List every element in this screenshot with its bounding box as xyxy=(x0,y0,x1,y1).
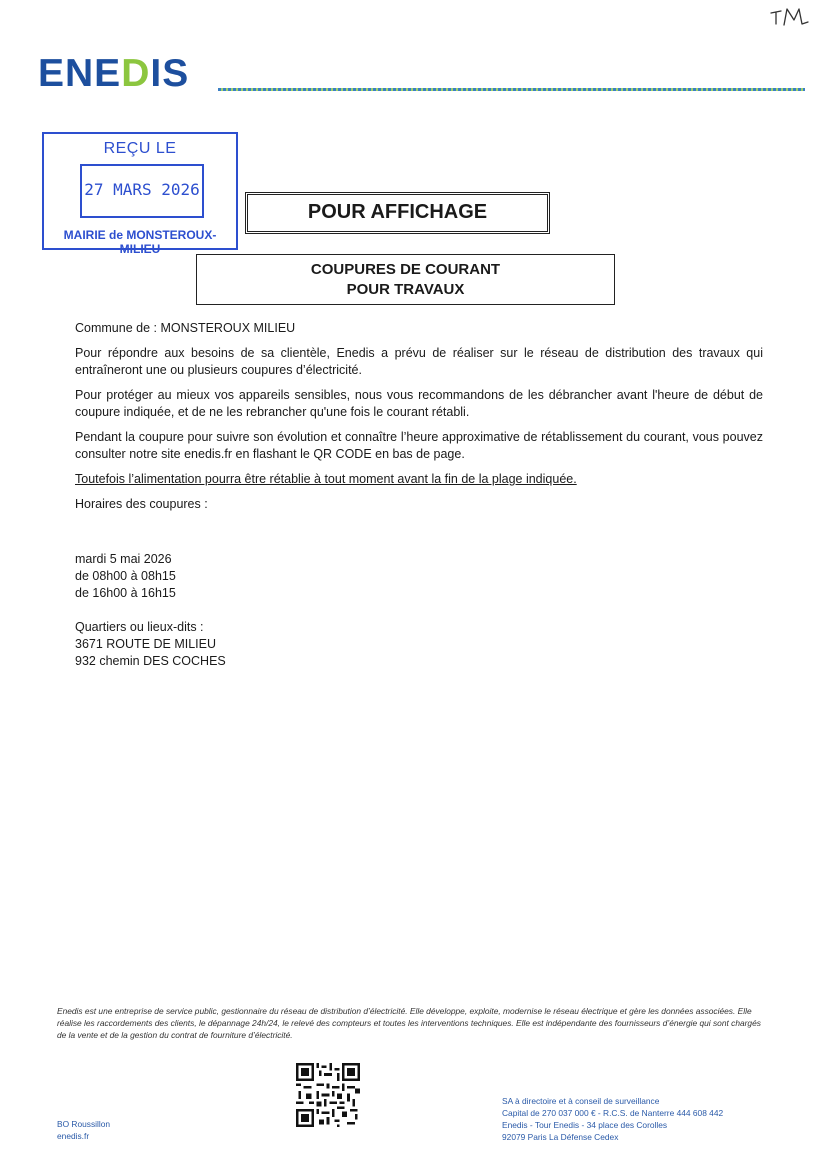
place-item: 932 chemin DES COCHES xyxy=(75,654,226,668)
commune-line: Commune de : MONSTEROUX MILIEU xyxy=(75,321,296,335)
places-label: Quartiers ou lieux-dits : xyxy=(75,620,204,634)
footer-left xyxy=(57,1118,110,1142)
stamp-title: REÇU LE xyxy=(103,140,177,157)
subtitle-line-1: COUPURES DE COURANT xyxy=(310,261,501,278)
footer-legal-line: 92079 Paris La Défense Cedex xyxy=(502,1132,619,1142)
footer-description: Enedis est une entreprise de service public, gestionnaire du réseau de distribution d’électricité. Elle développe, exploite, modernise le réseau électrique et gère les données associées. Elle réalise les raccordements des clients, le dépannage 24h/24, le relevé des compteurs et toutes les interventions techniques. Elle est indépendante des fournisseurs d’énergie qui sont chargés de la vente et de la gestion du contrat de fourniture d’électricité. xyxy=(57,1006,761,1040)
notice-body xyxy=(75,320,763,521)
schedule-slot: de 16h00 à 16h15 xyxy=(75,586,176,600)
restoration-notice: Toutefois l’alimentation pourra être rétablie à tout moment avant la fin de la plage indiquée. xyxy=(75,472,577,486)
place-item: 3671 ROUTE DE MILIEU xyxy=(75,637,217,651)
subtitle-line-2: POUR TRAVAUX xyxy=(346,281,465,298)
horaires-label: Horaires des coupures : xyxy=(75,497,208,511)
schedule-date: mardi 5 mai 2026 xyxy=(75,552,172,566)
footer-legal-line: Capital de 270 037 000 € - R.C.S. de Nanterre 444 608 442 xyxy=(502,1108,724,1118)
schedule-slot: de 08h00 à 08h15 xyxy=(75,569,176,583)
paragraph-tracking: Pendant la coupure pour suivre son évolution et connaître l’heure approximative de rétablissement du courant, vous pouvez consulter notre site enedis.fr en flashant le QR CODE en bas de page. xyxy=(75,430,763,461)
paragraph-advice: Pour protéger au mieux vos appareils sensibles, nous vous recommandons de les débrancher avant l'heure de début de coupure indiquée, et de ne les rebrancher qu'une fois le courant rétabli. xyxy=(75,388,763,419)
affichage-box xyxy=(245,192,550,234)
footer-legal-line: Enedis - Tour Enedis - 34 place des Corolles xyxy=(502,1120,668,1130)
stamp-date-box xyxy=(80,164,204,218)
handwritten-initials xyxy=(768,4,812,30)
stamp-date: 27 MARS 2026 xyxy=(84,180,200,199)
enedis-logo: ENEDIS xyxy=(38,52,190,95)
subtitle xyxy=(197,255,614,300)
paragraph-intro: Pour répondre aux besoins de sa clientèle, Enedis a prévu de réaliser sur le réseau de distribution des travaux qui entraîneront une ou plusieurs coupures d’électricité. xyxy=(75,346,763,377)
page-title: POUR AFFICHAGE xyxy=(307,201,488,223)
qr-code[interactable] xyxy=(296,1063,360,1127)
footer-legal-line: SA à directoire et à conseil de surveillance xyxy=(502,1096,660,1106)
affected-places xyxy=(75,619,226,670)
coupures-box xyxy=(196,254,615,305)
logo-divider xyxy=(218,88,805,91)
footer-legal xyxy=(502,1095,723,1143)
outage-schedule xyxy=(75,551,176,602)
footer-office: BO Roussillon xyxy=(57,1119,111,1129)
stamp-mairie: MAIRIE de MONSTEROUX-MILIEU xyxy=(63,228,217,256)
reception-stamp xyxy=(42,132,238,256)
footer-website-link[interactable]: enedis.fr xyxy=(57,1131,90,1141)
